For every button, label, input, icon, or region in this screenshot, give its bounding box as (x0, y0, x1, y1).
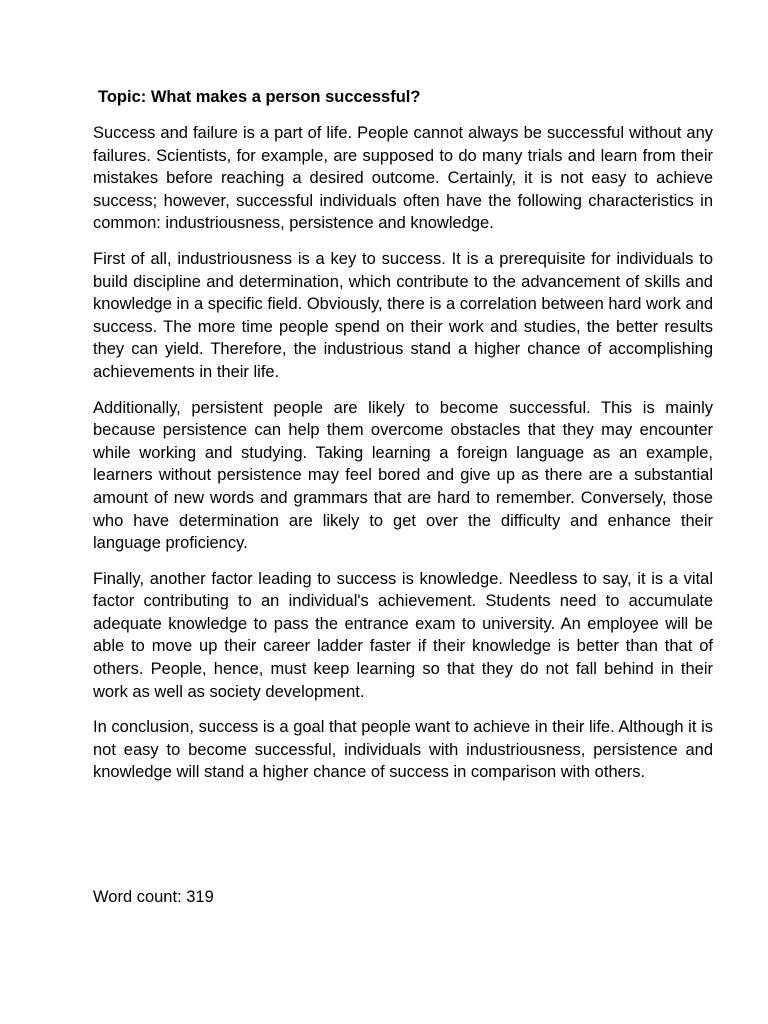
paragraph-industriousness: First of all, industriousness is a key to success. It is a prerequisite for individuals to build discipline and determination, which contribute to the advancement of skills and knowledge in a specific field. Obviously, there is a correlation between hard work and success. The more time people spend on their work and studies, the better results they can yield. Therefore, the industrious stand a higher chance of accomplishing achievements in their life. (93, 249, 713, 381)
essay-title: Topic: What makes a person successful? (98, 88, 421, 106)
word-count: Word count: 319 (93, 888, 214, 906)
paragraph-conclusion: In conclusion, success is a goal that people want to achieve in their life. Although it is not easy to become successful, individuals with industriousness, persistence and knowledge will stand a higher chance of success in comparison with others. (93, 718, 713, 782)
essay-body (93, 86, 713, 797)
paragraph-persistence: Additionally, persistent people are likely to become successful. This is mainly because persistence can help them overcome obstacles that they may encounter while working and studying. Taking learning a foreign language as an example, learners without persistence may feel bored and give up as there are a substantial amount of new words and grammars that are hard to remember. Conversely, those who have determination are likely to get over the difficulty and enhance their language proficiency. (93, 398, 713, 553)
paragraph-knowledge: Finally, another factor leading to success is knowledge. Needless to say, it is a vital factor contributing to an individual's achievement. Students need to accumulate adequate knowledge to pass the entrance exam to university. An employee will be able to move up their career ladder faster if their knowledge is better than that of others. People, hence, must keep learning so that they do not fall behind in their work as well as society development. (93, 569, 713, 701)
paragraph-introduction: Success and failure is a part of life. People cannot always be successful without any failures. Scientists, for example, are supposed to do many trials and learn from their mistakes before reaching a desired outcome. Certainly, it is not easy to achieve success; however, successful individuals often have the following characteristics in common: industriousness, persistence and knowledge. (93, 124, 713, 233)
